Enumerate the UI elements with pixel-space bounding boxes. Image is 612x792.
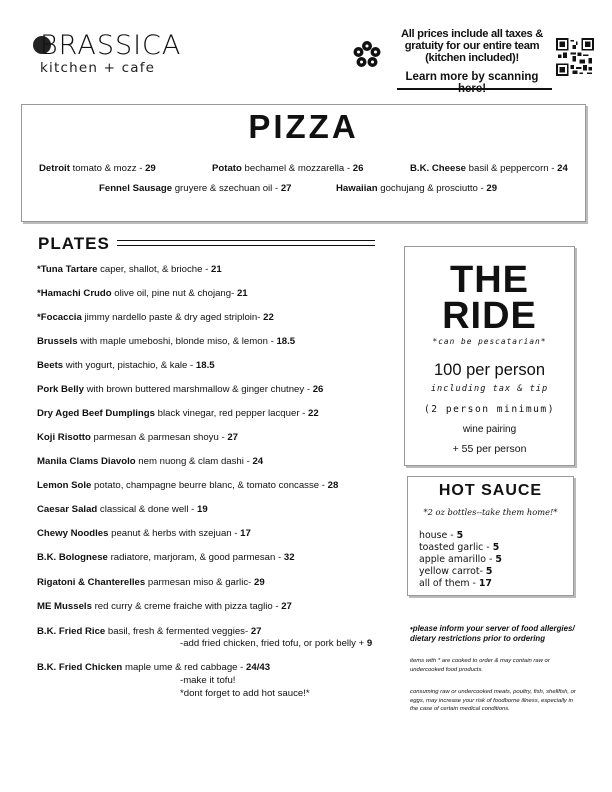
- plate-item-name: B.K. Bolognese: [37, 552, 108, 563]
- ride-title-line: THE: [450, 259, 529, 301]
- price-policy-line: gratuity for our entire team: [404, 40, 540, 52]
- plate-item-desc: black vinegar, red pepper lacquer -: [154, 408, 309, 419]
- plate-item-price: 24/43: [246, 662, 271, 673]
- ride-wine-pairing: wine pairing: [462, 424, 517, 435]
- plate-item: [37, 408, 319, 419]
- hot-sauce-name: apple amarillo -: [419, 554, 496, 565]
- plate-item-name: Dry Aged Beef Dumplings: [37, 408, 155, 419]
- pizza-item-name: Potato: [212, 163, 242, 174]
- plate-item: [37, 480, 338, 491]
- hot-sauce-price: 5: [495, 554, 502, 565]
- plate-item-name: Manila Clams Diavolo: [37, 456, 136, 467]
- plate-item-desc: classical & done well -: [97, 504, 197, 515]
- plate-item-price: 21: [236, 288, 248, 299]
- plate-item-name: *Tuna Tartare: [37, 264, 98, 275]
- plate-item-price: 24: [252, 456, 264, 467]
- plate-item: [37, 456, 263, 467]
- price-policy-line: (kitchen included)!: [425, 52, 519, 64]
- logo-name: BRASSICA: [40, 30, 182, 61]
- plate-item: [37, 360, 215, 371]
- plate-item: [37, 264, 222, 275]
- plate-item-price: 32: [283, 552, 295, 563]
- flower-icon: [352, 40, 382, 70]
- fried-rice-addon-price: 9: [366, 638, 373, 649]
- plate-item-desc: nem nuong & clam dashi -: [135, 456, 253, 467]
- plate-item-name: *Focaccia: [37, 312, 82, 323]
- plate-item-name: Brussels: [37, 336, 78, 347]
- plate-item-desc: with maple umeboshi, blonde miso, & lemon -: [77, 336, 277, 347]
- plate-item-name: B.K. Fried Rice: [37, 626, 106, 637]
- plate-item-desc: jimmy nardello paste & dry aged striploin-: [81, 312, 264, 323]
- pizza-item: [336, 183, 497, 194]
- pizza-item: [39, 163, 156, 174]
- pizza-item-desc: tomato & mozz -: [69, 163, 146, 174]
- hot-sauce-price: 5: [492, 542, 500, 553]
- hot-sauce-item: [419, 578, 492, 589]
- plate-item-price: 19: [196, 504, 208, 515]
- plate-item-name: ME Mussels: [37, 601, 92, 612]
- ride-title: [404, 259, 575, 337]
- fried-rice-addon-text: -add fried chicken, fried tofu, or pork belly +: [180, 638, 367, 649]
- pizza-item-name: Hawaiian: [336, 183, 378, 194]
- pizza-item-name: B.K. Cheese: [410, 163, 466, 174]
- plate-item: [37, 601, 292, 612]
- pizza-heading: PIZZA: [248, 108, 359, 145]
- plates-heading: PLATES: [38, 234, 110, 253]
- ride-title-line: RIDE: [442, 295, 537, 337]
- plate-item-price: 28: [327, 480, 339, 491]
- hot-sauce-item: [419, 530, 463, 541]
- allergy-notice: •please inform your server of food allergies/ dietary restrictions prior to ordering: [410, 624, 575, 643]
- ride-minimum: (2 person minimum): [424, 404, 555, 415]
- plate-item-name: Pork Belly: [37, 384, 84, 395]
- hot-sauce-price: 17: [478, 578, 492, 589]
- plate-item: [37, 552, 295, 563]
- plate-item: [37, 384, 323, 395]
- plate-item-price: 29: [253, 577, 265, 588]
- plate-item-desc: with yogurt, pistachio, & kale -: [63, 360, 196, 371]
- plate-item: [37, 662, 270, 673]
- plate-item-desc: olive oil, pine nut & chojang-: [111, 288, 237, 299]
- plate-item: [37, 336, 295, 347]
- ride-pescatarian-note: *can be pescatarian*: [432, 337, 547, 346]
- ride-price: 100 per person: [434, 361, 545, 379]
- plate-item-price: 22: [308, 408, 319, 419]
- logo-subtitle: kitchen + cafe: [40, 60, 156, 76]
- plate-item-desc: parmesan & parmesan shoyu -: [90, 432, 228, 443]
- plate-item-price: 27: [227, 432, 239, 443]
- plate-item-name: Chewy Noodles: [37, 528, 109, 539]
- plate-item-name: B.K. Fried Chicken: [37, 662, 123, 673]
- plate-item-desc: basil, fresh & fermented veggies-: [105, 626, 251, 637]
- pizza-item: [410, 163, 568, 174]
- pizza-item-price: 26: [352, 163, 364, 174]
- pizza-item-name: Detroit: [39, 163, 70, 174]
- hot-sauce-name: all of them -: [419, 578, 479, 589]
- qr-code-icon[interactable]: [556, 38, 594, 76]
- pizza-item-desc: gruyere & szechuan oil -: [172, 183, 281, 194]
- plate-item-desc: with brown buttered marshmallow & ginger chutney -: [83, 384, 313, 395]
- raw-food-note: items with * are cooked to order & may contain raw or undercooked food products.: [410, 658, 550, 673]
- plate-item-desc: radiatore, marjoram, & good parmesan -: [107, 552, 284, 563]
- pizza-item-price: 27: [280, 183, 292, 194]
- pizza-item-desc: basil & peppercorn -: [465, 163, 558, 174]
- plate-item: [37, 288, 248, 299]
- plate-item-price: 18.5: [195, 360, 215, 371]
- plate-item: [37, 528, 251, 539]
- pizza-item-desc: bechamel & mozzarella -: [241, 163, 353, 174]
- pizza-item-price: 24: [557, 163, 568, 174]
- plate-item: [37, 626, 262, 637]
- plate-item-price: 21: [211, 264, 222, 275]
- hot-sauce-name: house -: [419, 530, 457, 541]
- plate-item: [37, 432, 238, 443]
- plate-item-name: *Hamachi Crudo: [37, 288, 112, 299]
- hot-sauce-item: [419, 554, 502, 565]
- plate-item-name: Lemon Sole: [37, 480, 92, 491]
- plate-item-desc: peanut & herbs with szejuan -: [108, 528, 241, 539]
- plate-item-name: Koji Risotto: [37, 432, 91, 443]
- pizza-item-desc: gochujang & prosciutto -: [377, 183, 487, 194]
- price-policy-line: All prices include all taxes &: [400, 28, 544, 40]
- price-policy-note: [398, 28, 546, 64]
- hot-sauce-note: *2 oz bottles--take them home!*: [423, 507, 558, 517]
- pizza-item: [212, 163, 363, 174]
- plate-item-price: 26: [312, 384, 324, 395]
- plate-item-desc: parmesan miso & garlic-: [145, 577, 254, 588]
- hot-sauce-item: [419, 566, 492, 577]
- scan-underline: [397, 88, 552, 90]
- plate-item-desc: potato, champagne beurre blanc, & tomato concasse -: [91, 480, 328, 491]
- fried-chicken-tofu-note: -make it tofu!: [180, 675, 236, 686]
- pizza-item: [99, 183, 292, 194]
- hot-sauce-item: [419, 542, 499, 553]
- pizza-item-price: 29: [486, 183, 498, 194]
- plate-item-price: 27: [281, 601, 292, 612]
- plate-item-price: 22: [263, 312, 274, 323]
- plate-item-price: 17: [240, 528, 251, 539]
- scan-note: Learn more by scanning here!: [405, 71, 539, 95]
- consumption-warning: consuming raw or undercooked meats, poultry, fish, shellfish, or eggs, may increase your risk of foodborne illness, especially in the case of certain medical conditions.: [410, 689, 576, 712]
- hot-sauce-reminder: *dont forget to add hot sauce!*: [180, 688, 310, 699]
- plate-item-name: Rigatoni & Chanterelles: [37, 577, 146, 588]
- plate-item-name: Caesar Salad: [37, 504, 98, 515]
- plate-item: [37, 312, 274, 323]
- ride-wine-price: + 55 per person: [452, 443, 527, 455]
- plates-heading-rule: [117, 240, 375, 246]
- plate-item-price: 27: [250, 626, 262, 637]
- hot-sauce-price: 5: [456, 530, 464, 541]
- plate-item-desc: red curry & creme fraiche with pizza taglio -: [91, 601, 282, 612]
- plate-item-price: 18.5: [276, 336, 296, 347]
- plate-item: [37, 504, 208, 515]
- plate-item-desc: caper, shallot, & brioche -: [97, 264, 212, 275]
- fried-rice-addon: [180, 638, 372, 649]
- hot-sauce-heading: HOT SAUCE: [438, 482, 543, 499]
- pizza-item-price: 29: [145, 163, 156, 174]
- plate-item: [37, 577, 265, 588]
- hot-sauce-name: toasted garlic -: [419, 542, 493, 553]
- plate-item-desc: maple ume & red cabbage -: [122, 662, 247, 673]
- pizza-item-name: Fennel Sausage: [99, 183, 173, 194]
- plate-item-name: Beets: [37, 360, 64, 371]
- ride-tax-note: including tax & tip: [430, 384, 549, 394]
- hot-sauce-name: yellow carrot-: [419, 566, 486, 577]
- hot-sauce-price: 5: [485, 566, 493, 577]
